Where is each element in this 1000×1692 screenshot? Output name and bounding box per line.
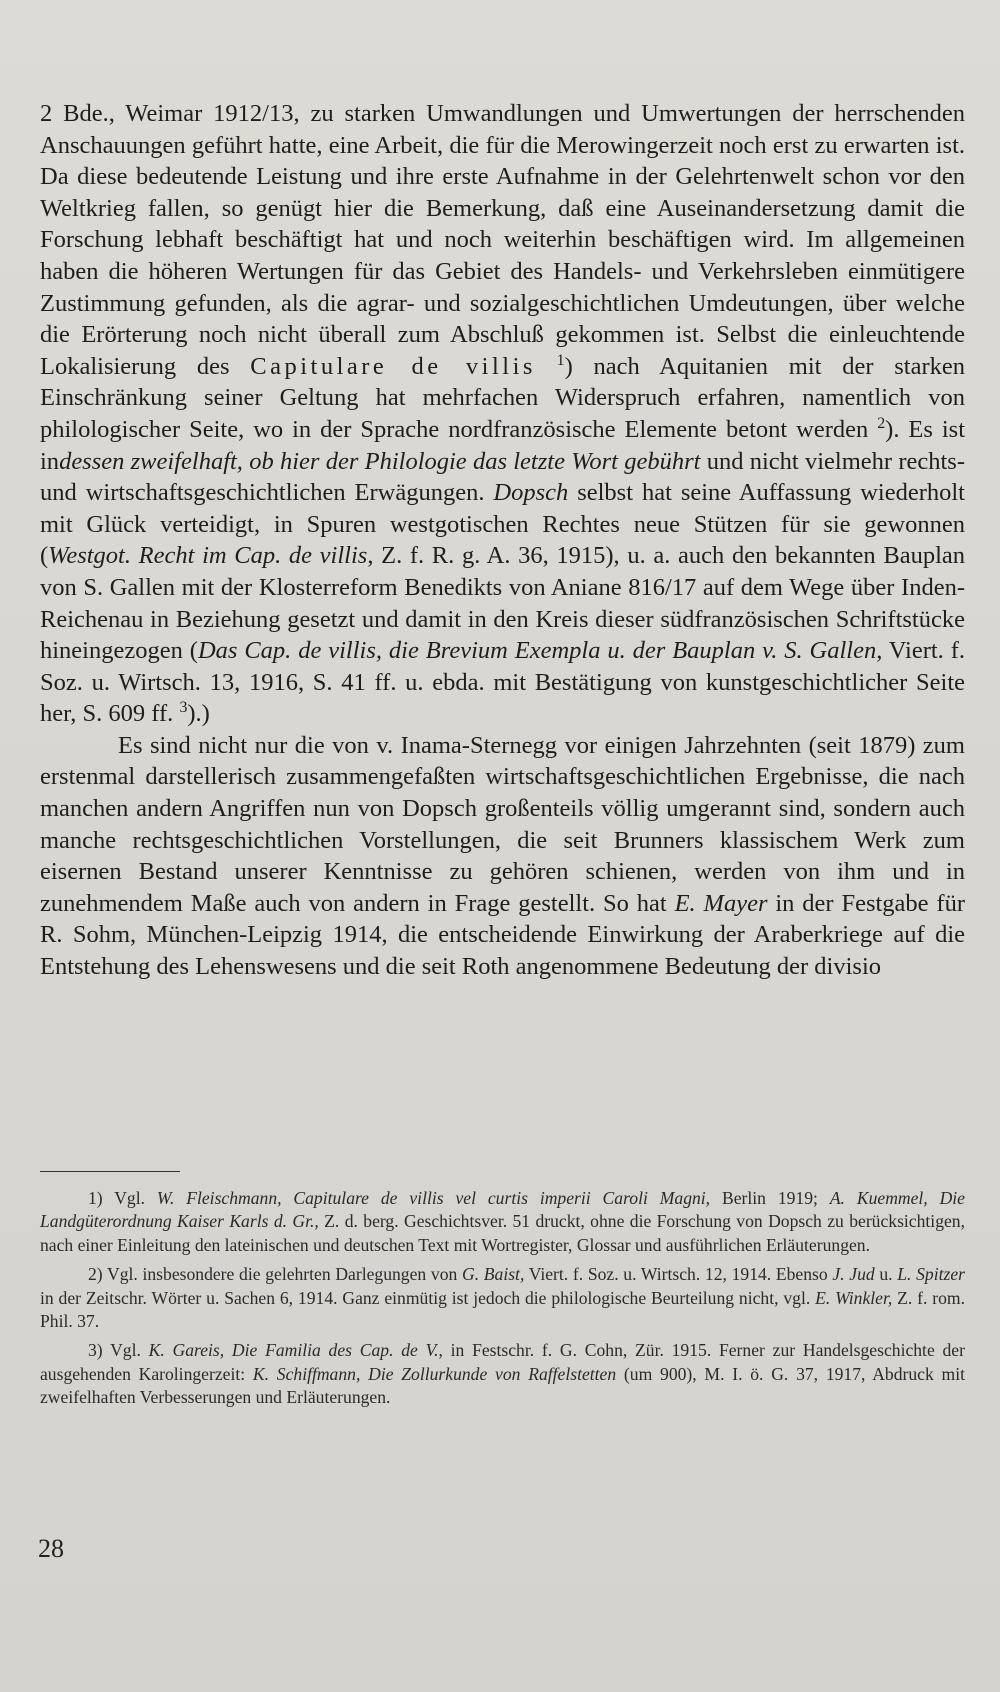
footnote-1: 1) Vgl. W. Fleischmann, Capitulare de villis vel curtis imperii Caroli Magni, Berlin 1919; A. Kuemmel, Die Landgüterordnung Kaiser Karls d. Gr., Z. d. berg. Geschichtsver. 51 druckt, ohne die Forschung von Dopsch zu berücksichtigen, nach einer Einleitung den lateinischen und deutschen Text mit Wortregister, Glossar und ausführlichen Erläuterungen. bbox=[40, 1188, 965, 1255]
emphasized-title: Capitulare de villis bbox=[250, 352, 536, 380]
footnotes bbox=[40, 1187, 965, 1416]
footnote-ref-1[interactable]: 1 bbox=[556, 351, 565, 369]
main-text bbox=[40, 98, 965, 983]
footnote-3: 3) Vgl. K. Gareis, Die Familia des Cap. de V., in Festschr. f. G. Cohn, Zür. 1915. Ferner zur Handelsgeschichte der ausgehenden Karolingerzeit: K. Schiffmann, Die Zollurkunde von Raffelstetten (um 900), M. I. ö. G. 37, 1917, Abdruck mit zweifelhaften Verbesserungen und Erläuterungen. bbox=[40, 1340, 965, 1408]
footnote-ref-3[interactable]: 3 bbox=[179, 699, 188, 717]
paragraph-2: Es sind nicht nur die von v. Inama-Sternegg vor einigen Jahrzehnten (seit 1879) zum erstenmal darstellerisch zusammengefaßten wirtschaftsgeschichtlichen Ergebnisse, die nach manchen andern Angriffen nun von Dopsch großenteils völlig umgerannt sind, sondern auch manche rechtsgeschichtlichen Vorstellungen, die seit Brunners klassischem Werk zum eisernen Bestand unserer Kenntnisse zu gehören schienen, werden von ihm und in zunehmendem Maße auch von andern in Frage gestellt. So hat E. Mayer in der Festgabe für R. Sohm, München-Leipzig 1914, die entscheidende Einwirkung der Araberkriege auf die Entstehung des Lehenswesens und die seit Roth angenommene Bedeutung der divisio bbox=[40, 731, 965, 981]
paragraph-1: 2 Bde., Weimar 1912/13, zu starken Umwandlungen und Umwertungen der herrschenden Anschauungen geführt hatte, eine Arbeit, die für die Merowingerzeit noch erst zu erwarten ist. Da diese bedeutende Leistung und ihre erste Aufnahme in der Gelehrtenwelt schon vor den Weltkrieg fallen, so genügt hier die Bemerkung, daß eine Auseinandersetzung damit die Forschung lebhaft beschäftigt hat und noch weiterhin beschäftigen wird. Im allgemeinen haben die höheren Wertungen für das Gebiet des Handels- und Verkehrsleben einmütigere Zustimmung gefunden, als die agrar- und sozialgeschichtlichen Umdeutungen, über welche die Erörterung noch nicht überall zum Abschluß gekommen ist. Selbst die einleuchtende Lokalisierung des Capitulare de villis $^1$) nach Aquitanien mit der starken Einschränkung seiner Geltung hat mehrfachen Widerspruch erfahren, namentlich von philologischer Seite, wo in der Sprache nordfranzösische Elemente betont werden $^2$). Es ist indessen zweifelhaft, ob hier der Philologie das letzte Wort gebührt und nicht vielmehr rechts- und wirtschaftsgeschichtlichen Erwägungen. Dopsch selbst hat seine Auffassung wiederholt mit Glück verteidigt, in Spuren westgotischen Rechtes neue Stützen für sie gewonnen (Westgot. Recht im Cap. de villis, Z. f. R. g. A. 36, 1915), u. a. auch den bekannten Bauplan von S. Gallen mit der Klosterreform Benedikts von Aniane 816/17 auf dem Wege über Inden-Reichenau in Beziehung gesetzt und damit in den Kreis dieser südfranzösischen Schriftstücke hineingezogen (Das Cap. de villis, die Brevium Exempla u. der Bauplan v. S. Gallen, Viert. f. Soz. u. Wirtsch. 13, 1916, S. 41 ff. u. ebda. mit Bestätigung von kunstgeschichtlicher Seite her, S. 609 ff. $^3$).) bbox=[40, 100, 965, 728]
footnote-ref-2[interactable]: 2 bbox=[877, 414, 886, 432]
page-number: 28 bbox=[38, 1534, 64, 1563]
footnote-divider bbox=[40, 1171, 180, 1172]
footnote-2: 2) Vgl. insbesondere die gelehrten Darlegungen von G. Baist, Viert. f. Soz. u. Wirtsch. 12, 1914. Ebenso J. Jud u. L. Spitzer in der Zeitschr. Wörter u. Sachen 6, 1914. Ganz einmütig ist jedoch die philologische Beurteilung nicht, vgl. E. Winkler, Z. f. rom. Phil. 37. bbox=[40, 1264, 966, 1332]
